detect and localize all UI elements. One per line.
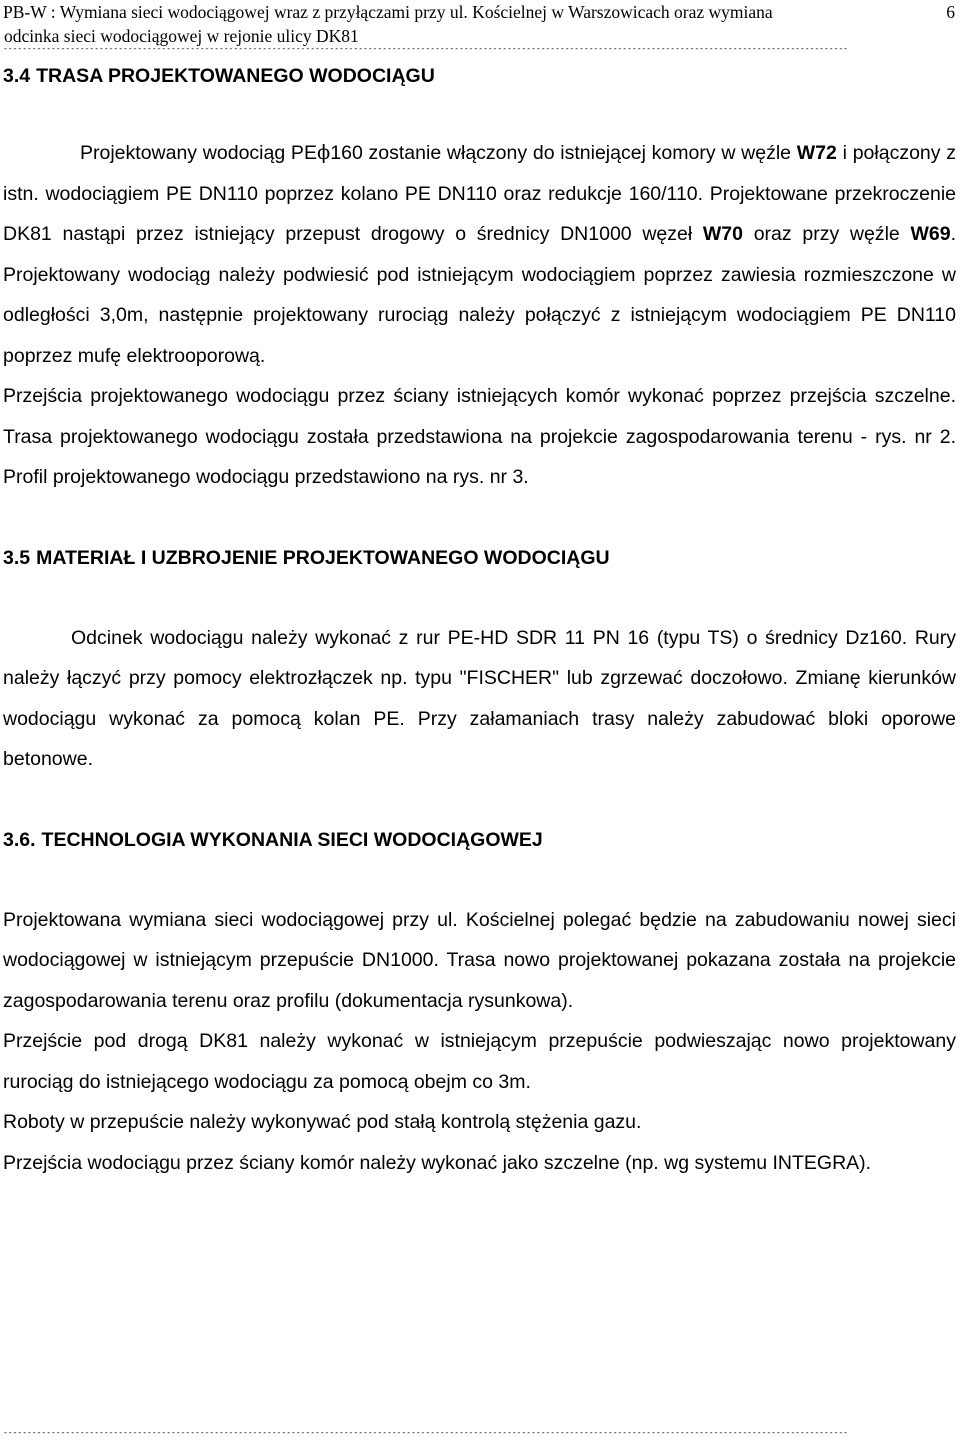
section-3-6-heading	[3, 820, 956, 860]
section-3-6-paragraph-3: Roboty w przepuście należy wykonywać pod stałą kontrolą stężenia gazu.	[3, 1111, 642, 1133]
section-title: MATERIAŁ I UZBROJENIE PROJEKTOWANEGO WODOCIĄGU	[36, 546, 610, 569]
section-3-6-paragraph-4: Przejścia wodociągu przez ściany komór należy wykonać jako szczelne (np. wg systemu INTEGRA).	[3, 1151, 872, 1174]
section-title: TECHNOLOGIA WYKONANIA SIECI WODOCIĄGOWEJ	[41, 828, 543, 851]
page-number: 6	[946, 2, 955, 22]
section-3-4-paragraph-1: Projektowany wodociąg PEϕ160 zostanie włączony do istniejącej komory w węźle W72 i połączony z istn. wodociągiem PE DN110 poprzez kolano PE DN110 oraz redukcje 160/110. Projektowane przekroczenie DK81 nastąpi przez istniejący przepust drogowy o średnicy DN1000 węzeł W70 oraz przy węźle W69. Projektowany wodociąg należy podwiesić pod istniejącym wodociągiem poprzez zawiesia rozmieszczone w odległości 3,0m, następnie projektowany rurociąg należy połączyć z istniejącym wodociągiem PE DN110 poprzez mufę elektrooporową.	[3, 141, 956, 367]
document-body	[3, 56, 956, 1183]
page-header	[3, 0, 957, 48]
header-line-1	[3, 0, 957, 24]
phi-symbol: ϕ	[316, 141, 331, 164]
section-number: 3.6.	[3, 828, 36, 851]
section-3-5-paragraph-1: Odcinek wodociągu należy wykonać z rur PE-HD SDR 11 PN 16 (typu TS) o średnicy Dz160. Rury należy łączyć przy pomocy elektrozłączek np. typu "FISCHER" lub zgrzewać doczołowo. Zmianę kierunków wodociągu wykonać za pomocą kolan PE. Przy załamaniach trasy należy zabudować bloki oporowe betonowe.	[3, 626, 956, 770]
header-rule: --------------------------------------------------------------------------------------------------------------------------------------------------------------------------------	[3, 45, 848, 54]
section-3-5-heading	[3, 538, 956, 578]
section-number: 3.5	[3, 546, 31, 569]
section-3-6-paragraph-2: Przejście pod drogą DK81 należy wykonać w istniejącym przepuście podwieszając nowo projektowany rurociąg do istniejącego wodociągu za pomocą obejm co 3m.	[3, 1030, 956, 1093]
header-title-line-2: odcinka sieci wodociągowej w rejonie ulicy DK81	[4, 26, 359, 46]
header-title-line-1: PB-W : Wymiana sieci wodociągowej wraz z przyłączami przy ul. Kościelnej w Warszowicach oraz wymiana	[3, 2, 773, 22]
node-label: W72	[796, 142, 837, 164]
node-label: W69	[910, 223, 951, 245]
node-label: W70	[702, 223, 744, 245]
footer-rule: --------------------------------------------------------------------------------------------------------------------------------------------------------------------------------	[3, 1429, 848, 1438]
section-3-6-paragraph-1: Projektowana wymiana sieci wodociągowej przy ul. Kościelnej polegać będzie na zabudowaniu nowej sieci wodociągowej w istniejącym przepuście DN1000. Trasa nowo projektowanej pokazana została na projekcie zagospodarowania terenu oraz profilu (dokumentacja rysunkowa).	[3, 908, 956, 1012]
section-3-4-heading	[3, 56, 956, 96]
section-3-4-paragraph-2: Przejścia projektowanego wodociągu przez ściany istniejących komór wykonać poprzez przejścia szczelne. Trasa projektowanego wodociągu została przedstawiona na projekcie zagospodarowania terenu - rys. nr 2. Profil projektowanego wodociągu przedstawiono na rys. nr 3.	[3, 385, 956, 488]
section-number: 3.4	[3, 65, 31, 87]
section-title: TRASA PROJEKTOWANEGO WODOCIĄGU	[36, 65, 435, 87]
